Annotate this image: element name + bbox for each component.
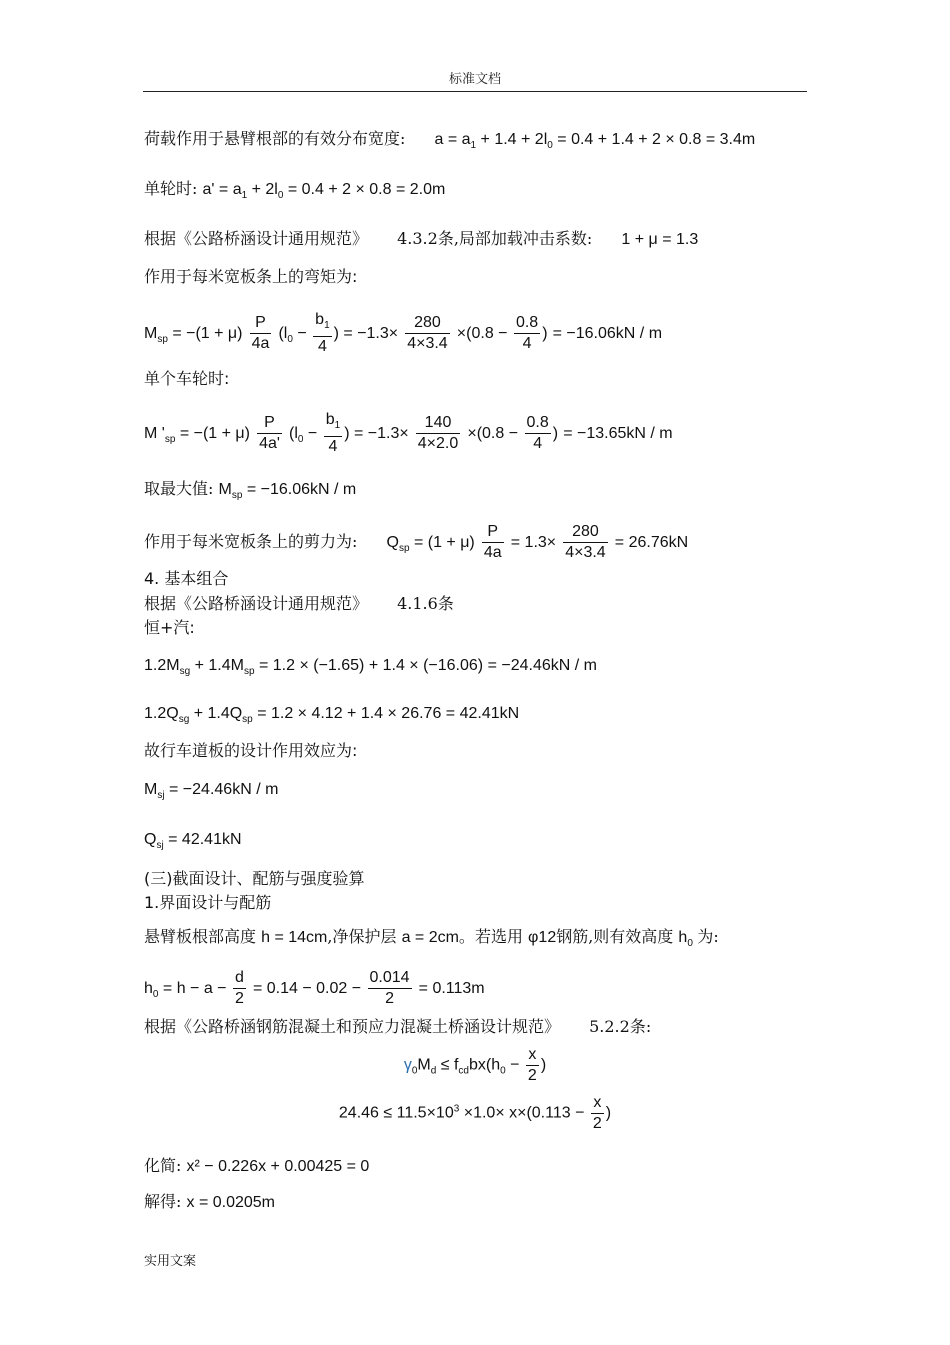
- header-divider: [143, 91, 807, 92]
- rebar-symbol: φ12: [528, 929, 557, 946]
- page-footer: 实用文案: [144, 1254, 197, 1269]
- eq-combined-shear: $1.2Q_{sg} + 1.4Q_{sp} = 1.2 \times 4.12 + 1.4 \times 26.76 = 42.41kN$: [144, 705, 520, 725]
- impact-factor-line: 根据《公路桥涵设计通用规范》 4.3.2条,局部加载冲击系数: 1 + μ = 1.3: [144, 229, 699, 248]
- eq-msp: $M_{sp} = -(1 + \mu)$ $\frac{P}{4a}$ ($l_0$ − $\frac{b_1}{4}$ ) = −1.3× $\frac{280}{4\times 3.4}$ ×(0.8 − $\frac{0.8}{4}$ ) = −16.06kN / m: [144, 311, 663, 355]
- code-reference-line: 根据《公路桥涵设计通用规范》 4.1.6条: [144, 594, 454, 613]
- eq-shear: 作用于每米宽板条上的剪力为: $Q_{sp} = (1 + \mu)$ $\frac{P}{4a}$ = 1.3× $\frac{280}{4\times 3.4}$ = 26.76kN: [144, 523, 689, 561]
- max-value-line: 取最大值: $M_{sp} = -16.06kN / m$: [144, 479, 357, 501]
- section-heading-3: (三)截面设计、配筋与强度验算: [144, 869, 365, 888]
- eq-single-wheel: 单轮时: $a' = a_1 + 2l_0 = 0.4 + 2 \times 0.8 = 2.0m$: [144, 179, 446, 201]
- eq-inequality-numeric: $24.46 \le 11.5\times 10^3 \times 1.0\times x\times(0.113$ − $\frac{x}{2}$ ): [338, 1094, 612, 1132]
- subsection-heading: 1.界面设计与配筋: [144, 893, 272, 912]
- eq-distribution-width: 荷载作用于悬臂根部的有效分布宽度: $a = a_1 + 1.4 + 2l_0 = 0.4 + 1.4 + 2 \times 0.8 = 3.4m$: [144, 129, 756, 151]
- eq-qsj: $Q_{sj} = 42.41kN$: [144, 831, 242, 851]
- dead-plus-live-label: 恒+汽:: [144, 618, 195, 637]
- eq-combined-moment: $1.2M_{sg} + 1.4M_{sp} = 1.2 \times (-1.65) + 1.4 \times (-16.06) = -24.46kN / m$: [144, 657, 597, 677]
- code-reference-line-2: 根据《公路桥涵钢筋混凝土和预应力混凝土桥涵设计规范》 5.2.2条:: [144, 1017, 652, 1036]
- eq-msp-prime: M '$_{sp} = -(1 + \mu)$ $\frac{P}{4a'}$ ($l_0$ − $\frac{b_1}{4}$ ) = −1.3× $\frac{140}{4\times 2.0}$ ×(0.8 − $\frac{0.8}{4}$ ) = −13.65kN / m: [144, 411, 673, 455]
- page-header: 标准文档: [448, 72, 501, 87]
- design-effect-heading: 故行车道板的设计作用效应为:: [144, 741, 358, 760]
- solution-line: 解得: x = 0.0205m: [144, 1192, 275, 1211]
- moment-heading: 作用于每米宽板条上的弯矩为:: [144, 267, 358, 286]
- section-basic-combination: 4. 基本组合: [144, 569, 229, 588]
- eq-inequality-general: $\gamma_0M_d \le f_{cd}bx(h_0$ − $\frac{x}{2}$ ): [403, 1046, 547, 1084]
- eq-msj: $M_{sj} = -24.46kN / m$: [144, 781, 279, 801]
- simplified-line: 化简: x² − 0.226x + 0.00425 = 0: [144, 1156, 370, 1175]
- single-wheel-heading: 单个车轮时:: [144, 369, 230, 388]
- cantilever-height-line: 悬臂板根部高度 h = 14cm,净保护层 a = 2cm。若选用 φ12钢筋,则有效高度 $h_0$ 为:: [144, 927, 719, 949]
- eq-effective-height: $h_0 = h - a$ − $\frac{d}{2}$ = 0.14 − 0.02 − $\frac{0.014}{2}$ = 0.113m: [144, 969, 485, 1007]
